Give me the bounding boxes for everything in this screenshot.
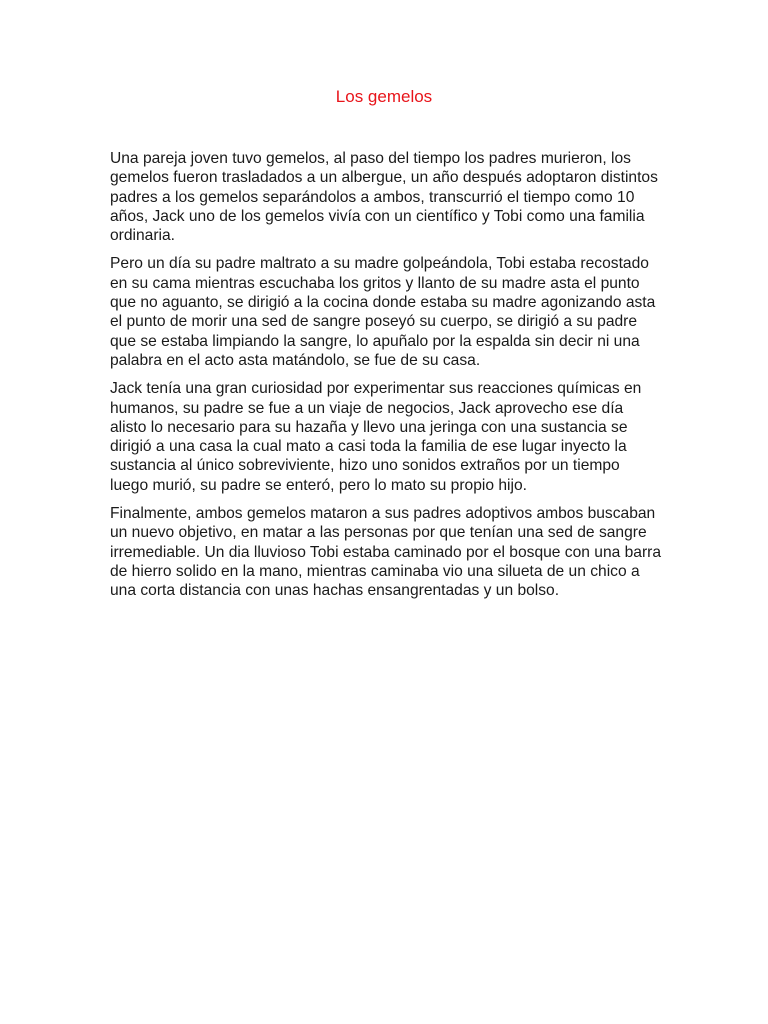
document-body (110, 149, 662, 610)
paragraph: Una pareja joven tuvo gemelos, al paso del tiempo los padres murieron, los gemelos fueron trasladados a un albergue, un año después adoptaron distintos padres a los gemelos separándolos a ambos, transcurrió el tiempo como 10 años, Jack uno de los gemelos vivía con un científico y Tobi como una familia ordinaria. (110, 150, 658, 245)
document-title: Los gemelos (335, 87, 433, 106)
paragraph: Pero un día su padre maltrato a su madre golpeándola, Tobi estaba recostado en su cama mientras escuchaba los gritos y llanto de su madre asta el punto que no aguanto, se dirigió a la cocina donde estaba su madre agonizando asta el punto de morir una sed de sangre poseyó su cuerpo, se dirigió a su padre que se estaba limpiando la sangre, lo apuñalo por la espalda sin decir ni una palabra en el acto asta matándolo, se fue de su casa. (110, 255, 656, 369)
paragraph: Finalmente, ambos gemelos mataron a sus padres adoptivos ambos buscaban un nuevo objetivo, en matar a las personas por que tenían una sed de sangre irremediable. Un dia lluvioso Tobi estaba caminado por el bosque con una barra de hierro solido en la mano, mientras caminaba vio una silueta de un chico a una corta distancia con unas hachas ensangrentadas y un bolso. (110, 505, 662, 600)
paragraph: Jack tenía una gran curiosidad por experimentar sus reacciones químicas en humanos, su padre se fue a un viaje de negocios, Jack aprovecho ese día alisto lo necesario para su hazaña y llevo una jeringa con una sustancia se dirigió a una casa la cual mato a casi toda la familia de ese lugar inyecto la sustancia al único sobreviviente, hizo uno sonidos extraños por un tiempo luego murió, su padre se enteró, pero lo mato su propio hijo. (110, 380, 642, 494)
